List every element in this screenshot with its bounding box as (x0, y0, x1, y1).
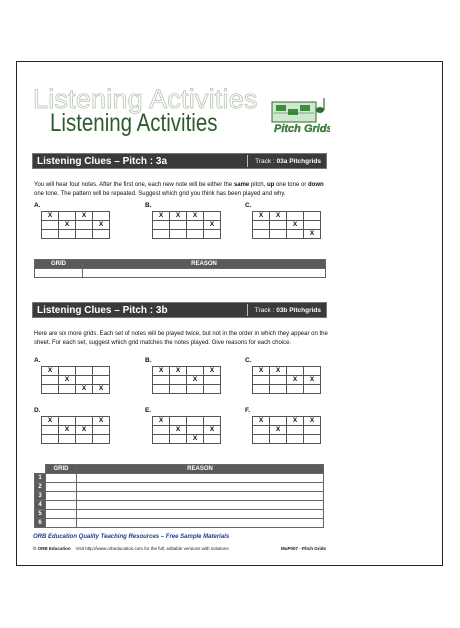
grid-cell: X (59, 221, 76, 230)
grid-cell: X (270, 426, 287, 435)
corner-blank (35, 465, 46, 474)
grid-cell (153, 230, 170, 239)
grid-cell (93, 230, 110, 239)
grid-cell (42, 230, 59, 239)
grid-cell (187, 417, 204, 426)
grid-cell (270, 417, 287, 426)
section-b-instructions: Here are six more grids. Each set of notes will be played twice, but not in the order in which they appear on the sheet. For each set, suggest which grid matches the notes played. Give reasons for each choice. (34, 331, 328, 346)
grid-cell: X (204, 367, 221, 376)
grid-cell (42, 221, 59, 230)
section-b-track (255, 303, 321, 318)
grid-answer-cell[interactable] (46, 510, 77, 519)
pitch-grid (252, 366, 321, 394)
grid-cell (93, 426, 110, 435)
grid-cell (204, 435, 221, 444)
grid-cell: X (287, 417, 304, 426)
grid-cell: X (59, 376, 76, 385)
page-title: Listening Activities (50, 109, 218, 137)
grid-cell: X (270, 367, 287, 376)
section-b-answer-table (34, 464, 324, 528)
reason-column-header: REASON (83, 260, 326, 269)
grid-cell: X (59, 426, 76, 435)
grid-label: B. (145, 202, 152, 209)
grid-cell (270, 435, 287, 444)
grid-label: D. (34, 407, 41, 414)
grid-cell: X (270, 212, 287, 221)
grid-cell (153, 385, 170, 394)
section-a-track (255, 154, 321, 169)
grid-cell: X (304, 230, 321, 239)
reason-answer-cell[interactable] (77, 483, 324, 492)
grid-cell (287, 435, 304, 444)
grid-cell: X (304, 376, 321, 385)
reason-column-header: REASON (77, 465, 324, 474)
grid-cell (304, 426, 321, 435)
grid-cell (287, 230, 304, 239)
grid-cell (76, 376, 93, 385)
grid-label: B. (145, 357, 152, 364)
section-a-header (32, 153, 327, 169)
grid-label: A. (34, 357, 41, 364)
instruction-segment: up (266, 182, 275, 188)
grid-cell (304, 385, 321, 394)
grid-answer-cell[interactable] (35, 269, 83, 278)
grid-cell (153, 221, 170, 230)
reason-answer-cell[interactable] (77, 492, 324, 501)
section-a-instructions (34, 181, 328, 198)
grid-cell (76, 417, 93, 426)
grid-cell: X (76, 212, 93, 221)
grid-cell (287, 426, 304, 435)
grid-cell (304, 212, 321, 221)
bar-divider (247, 155, 248, 167)
grid-cell (304, 367, 321, 376)
grid-cell (170, 417, 187, 426)
grid-label: C. (245, 357, 252, 364)
pitch-grid (252, 211, 321, 239)
music-notes-icon (270, 96, 330, 136)
grid-cell (93, 435, 110, 444)
grid-cell: X (287, 221, 304, 230)
grid-cell (270, 230, 287, 239)
grid-cell: X (76, 426, 93, 435)
grid-cell: X (170, 212, 187, 221)
instruction-segment: same (233, 182, 250, 188)
grid-cell: X (170, 426, 187, 435)
grid-cell: X (187, 376, 204, 385)
grid-cell (153, 426, 170, 435)
grid-answer-cell[interactable] (46, 474, 77, 483)
grid-cell: X (42, 367, 59, 376)
grid-cell (76, 230, 93, 239)
row-number: 6 (35, 519, 46, 528)
grid-column-header: GRID (46, 465, 77, 474)
grid-cell (270, 221, 287, 230)
instruction-segment: one tone or (274, 182, 308, 188)
grid-cell (170, 221, 187, 230)
grid-cell (42, 376, 59, 385)
reason-answer-cell[interactable] (77, 510, 324, 519)
reason-answer-cell[interactable] (83, 269, 326, 278)
instruction-segment: You will hear four notes. After the first one, each new note will be either the (34, 182, 234, 188)
grid-cell: X (153, 212, 170, 221)
logo-text: Pitch Grids (274, 123, 330, 135)
grid-cell (170, 230, 187, 239)
reason-answer-cell[interactable] (77, 501, 324, 510)
grid-cell (93, 212, 110, 221)
instruction-segment: pitch, (249, 182, 267, 188)
grid-cell (187, 385, 204, 394)
grid-label: A. (34, 202, 41, 209)
section-b-title: Listening Clues – Pitch : 3b (37, 305, 168, 316)
grid-cell (76, 367, 93, 376)
grid-cell: X (253, 212, 270, 221)
grid-cell: X (187, 435, 204, 444)
footer-code: MuP007 - Pitch Grids (281, 546, 327, 551)
footer-title: ORB Education Quality Teaching Resources – Free Sample Materials (33, 534, 230, 540)
grid-cell (42, 385, 59, 394)
grid-cell (187, 367, 204, 376)
grid-cell: X (204, 426, 221, 435)
grid-column-header: GRID (35, 260, 83, 269)
grid-cell (42, 435, 59, 444)
grid-label: C. (245, 202, 252, 209)
grid-cell (304, 435, 321, 444)
grid-cell (59, 435, 76, 444)
pitch-grid (152, 211, 221, 239)
grid-cell (304, 221, 321, 230)
grid-cell (187, 230, 204, 239)
row-number: 1 (35, 474, 46, 483)
grid-cell (253, 426, 270, 435)
grid-cell (204, 385, 221, 394)
grid-cell (204, 212, 221, 221)
track-prefix: Track : (254, 307, 275, 314)
track-name: 03a Pitchgrids (276, 158, 321, 165)
grid-cell (204, 376, 221, 385)
grid-cell (270, 376, 287, 385)
row-number: 3 (35, 492, 46, 501)
row-number: 4 (35, 501, 46, 510)
footer-info (33, 546, 229, 551)
instruction-segment: one tone. The pattern will be repeated. Suggest which grid you think has been played and why. (34, 190, 286, 197)
grid-label: E. (145, 407, 152, 414)
grid-cell (287, 367, 304, 376)
grid-cell (170, 435, 187, 444)
pitch-grid (41, 416, 110, 444)
grid-cell: X (93, 385, 110, 394)
grid-cell: X (93, 221, 110, 230)
grid-cell (287, 385, 304, 394)
grid-answer-cell[interactable] (46, 519, 77, 528)
grid-cell: X (253, 417, 270, 426)
grid-answer-cell[interactable] (46, 483, 77, 492)
grid-cell (270, 385, 287, 394)
section-a-title: Listening Clues – Pitch : 3a (37, 156, 168, 167)
instruction-segment: down (308, 182, 324, 188)
grid-cell: X (170, 367, 187, 376)
grid-answer-cell[interactable] (46, 492, 77, 501)
pitch-grid (152, 416, 221, 444)
track-prefix: Track : (255, 158, 275, 165)
grid-cell (59, 417, 76, 426)
grid-cell (59, 367, 76, 376)
grid-cell (253, 435, 270, 444)
pitch-grid (152, 366, 221, 394)
grid-cell (253, 230, 270, 239)
grid-cell (93, 376, 110, 385)
row-number: 2 (35, 483, 46, 492)
grid-cell: X (204, 221, 221, 230)
pitch-grid (41, 211, 110, 239)
footer-visit: Visit http://www.orbeducation.com for the full, editable versions with solutions (75, 546, 229, 551)
grid-cell: X (187, 212, 204, 221)
grid-cell: X (42, 212, 59, 221)
grid-cell (59, 212, 76, 221)
grid-cell (253, 376, 270, 385)
grid-cell (187, 221, 204, 230)
grid-cell (59, 230, 76, 239)
grid-cell (42, 426, 59, 435)
grid-cell (204, 230, 221, 239)
grid-cell (187, 426, 204, 435)
grid-cell: X (153, 367, 170, 376)
grid-cell (59, 385, 76, 394)
grid-cell (153, 376, 170, 385)
grid-cell (170, 376, 187, 385)
grid-cell: X (93, 417, 110, 426)
grid-cell (76, 435, 93, 444)
grid-cell (204, 417, 221, 426)
grid-cell (253, 385, 270, 394)
reason-answer-cell[interactable] (77, 519, 324, 528)
footer-copyright: © ORB Education (33, 546, 71, 551)
grid-cell: X (287, 376, 304, 385)
grid-cell (153, 435, 170, 444)
pitch-grid (252, 416, 321, 444)
ghost-title: Listening Activities (33, 84, 258, 114)
grid-cell (170, 385, 187, 394)
row-number: 5 (35, 510, 46, 519)
grid-cell: X (253, 367, 270, 376)
grid-cell (93, 367, 110, 376)
grid-answer-cell[interactable] (46, 501, 77, 510)
reason-answer-cell[interactable] (77, 474, 324, 483)
grid-cell: X (304, 417, 321, 426)
section-a-answer-table (34, 259, 326, 278)
pitch-grids-logo (270, 96, 330, 136)
grid-cell: X (42, 417, 59, 426)
grid-cell: X (76, 385, 93, 394)
bar-divider (247, 304, 248, 316)
grid-cell (287, 212, 304, 221)
grid-cell: X (153, 417, 170, 426)
grid-cell (76, 221, 93, 230)
grid-cell (253, 221, 270, 230)
track-name: 03b Pitchgrids (276, 307, 321, 314)
pitch-grid (41, 366, 110, 394)
grid-label: F. (245, 407, 251, 414)
section-b-header (32, 302, 327, 318)
